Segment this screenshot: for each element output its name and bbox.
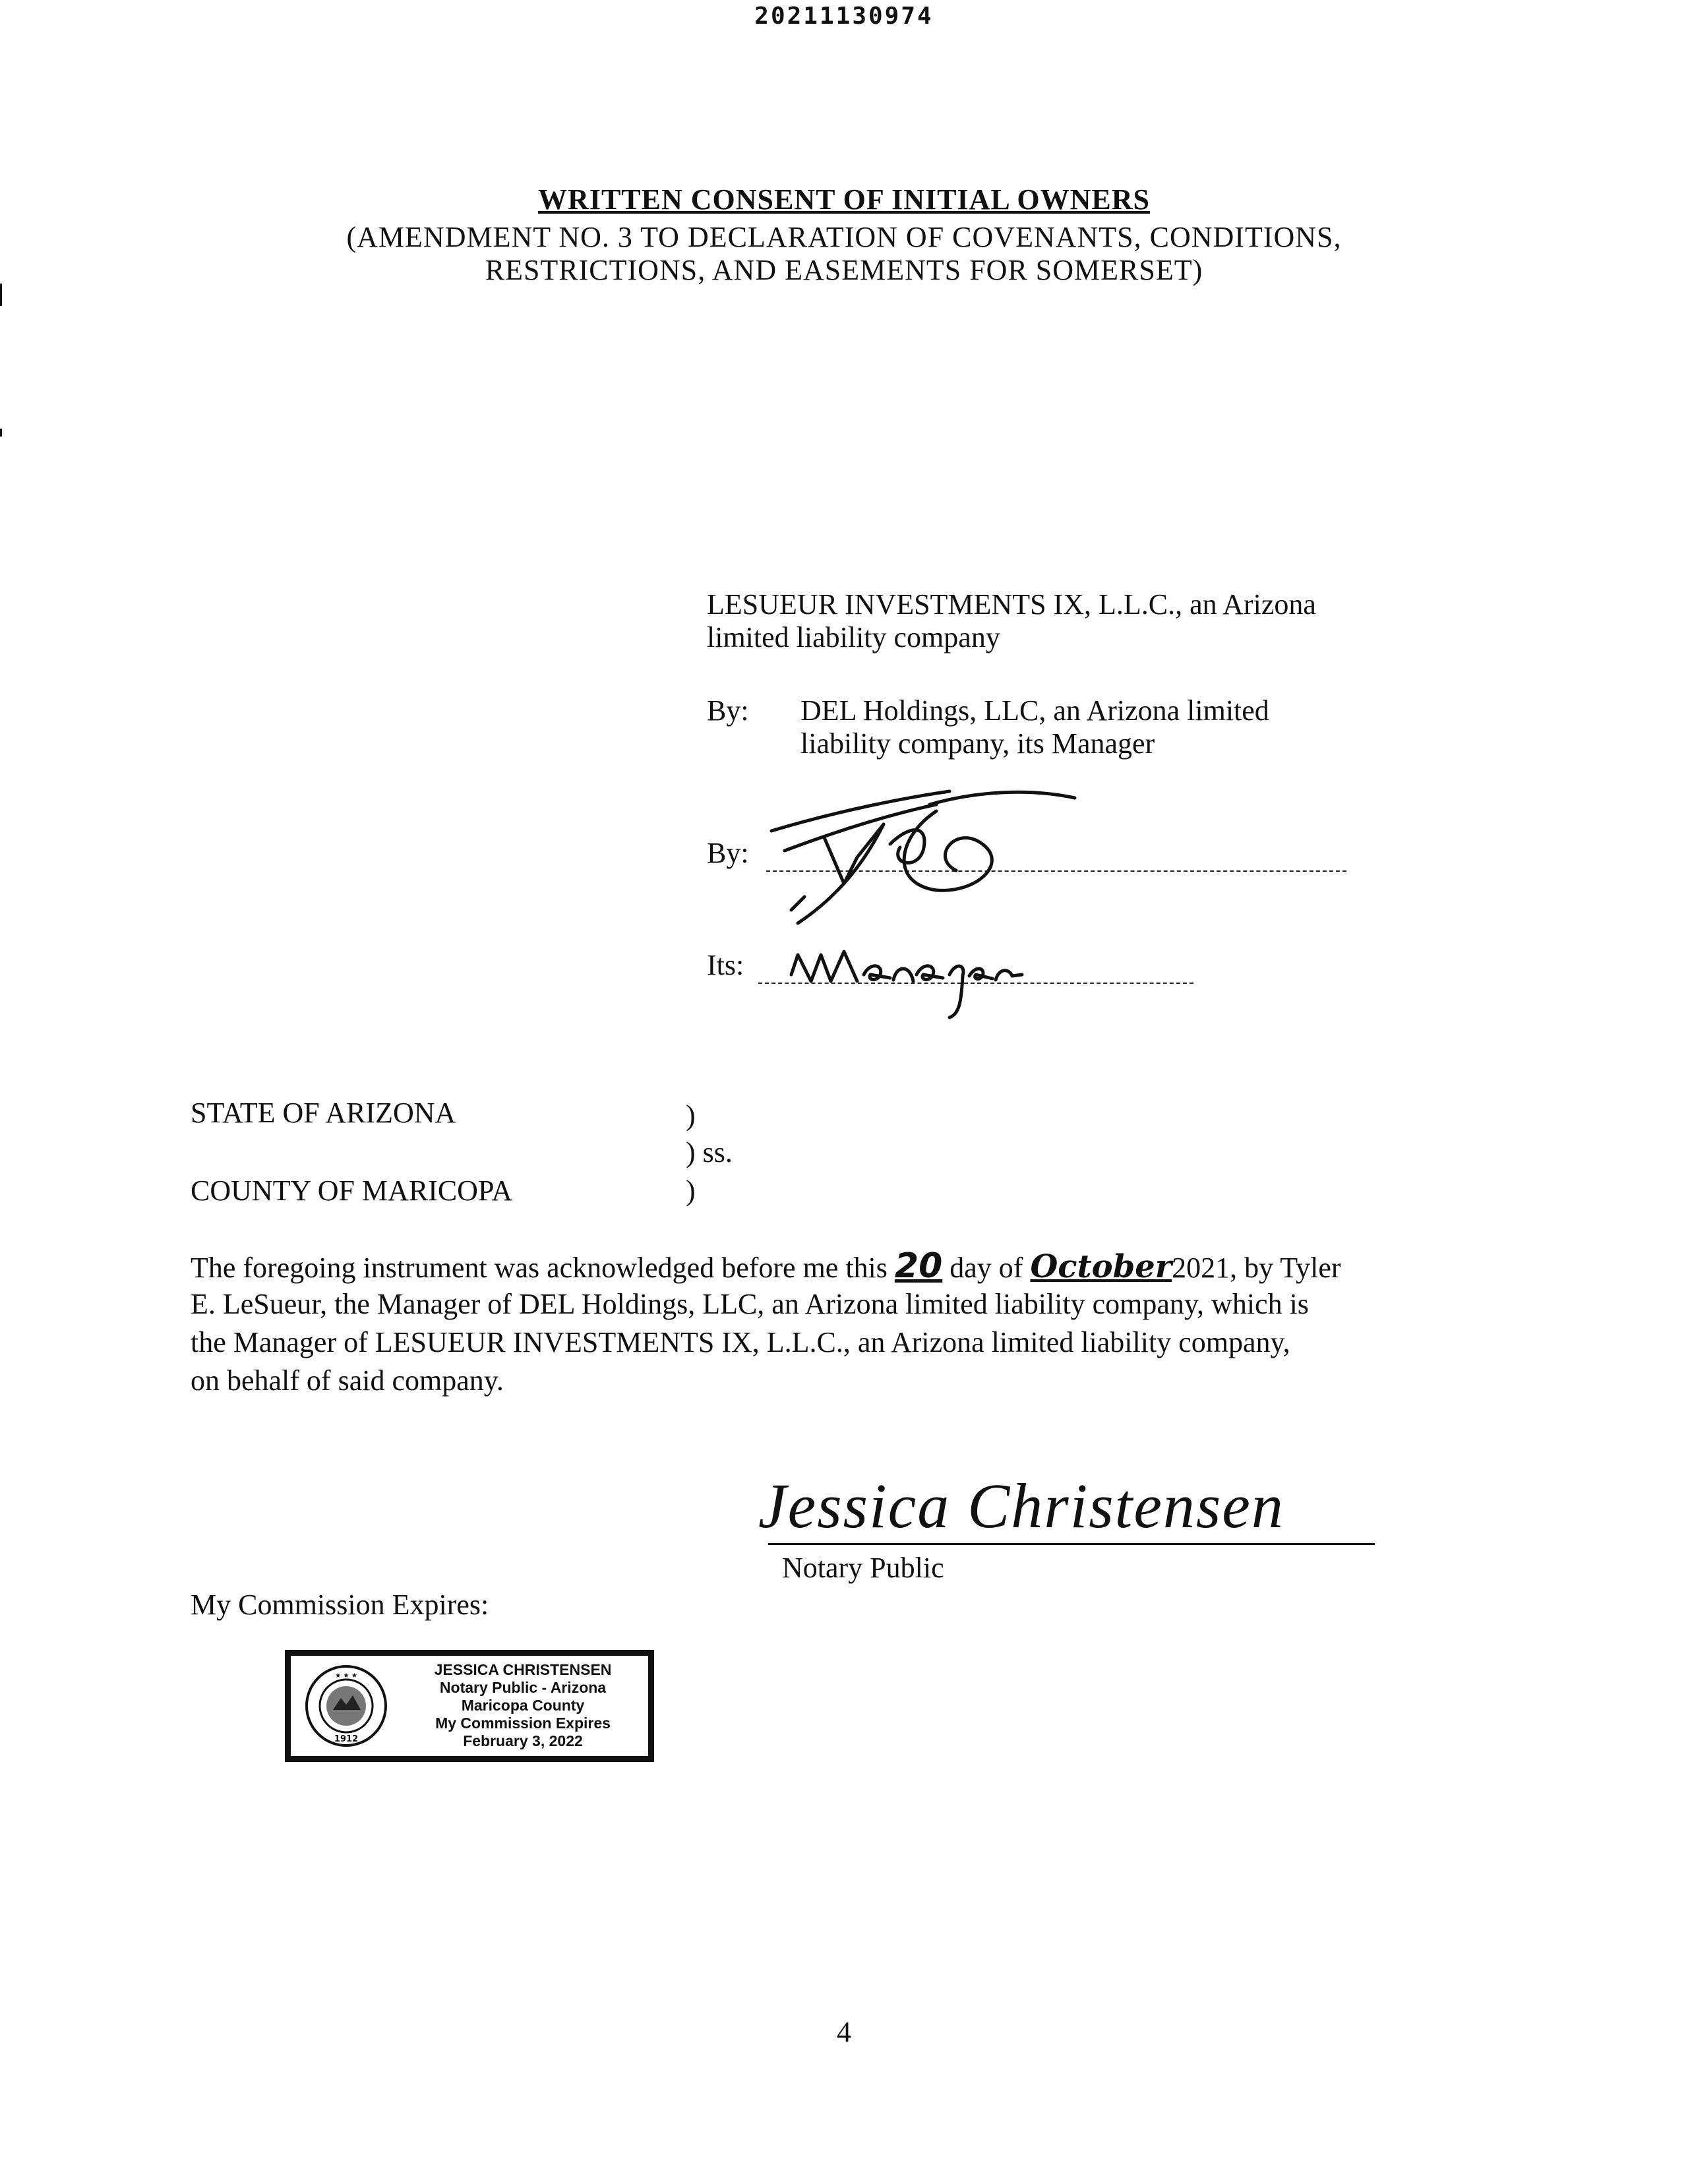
acknowledgment-text-2: day of [942,1252,1031,1284]
acknowledgment-month: October [1030,1248,1172,1285]
venue-paren-3: ) [686,1174,696,1207]
seal-year: 1912 [334,1734,359,1744]
acknowledgment-line-4: on behalf of said company. [191,1364,504,1397]
scan-margin-mark [0,429,2,437]
by-signature-label: By: [707,837,749,869]
stamp-name: JESSICA CHRISTENSEN [434,1661,612,1678]
arizona-state-seal-icon [304,1664,388,1748]
document-subtitle-line-1: (AMENDMENT NO. 3 TO DECLARATION OF COVENANTS, CONDITIONS, [346,221,1342,253]
acknowledgment-line-1 [191,1246,1341,1286]
document-title: WRITTEN CONSENT OF INITIAL OWNERS [538,183,1150,216]
stamp-expires: February 3, 2022 [463,1732,583,1749]
its-label: Its: [707,949,744,981]
stamp-county: Maricopa County [461,1697,585,1714]
acknowledgment-line-3: the Manager of LESUEUR INVESTMENTS IX, L.L.C., an Arizona limited liability company, [191,1326,1290,1358]
venue-ss: ) ss. [686,1136,733,1168]
stamp-commission: My Commission Expires [435,1714,611,1732]
acknowledgment-text-3: 2021, by Tyler [1172,1252,1341,1284]
svg-text:★ ★ ★: ★ ★ ★ [335,1672,357,1680]
recording-number: 20211130974 [754,3,934,30]
acknowledgment-text-1: The foregoing instrument was acknowledged before me this [191,1252,895,1284]
notary-signature: Jessica Christensen [758,1471,1284,1541]
document-subtitle-line-2: RESTRICTIONS, AND EASEMENTS FOR SOMERSET) [485,254,1203,286]
stamp-text [404,1661,642,1750]
manager-line-2: liability company, its Manager [800,727,1155,760]
commission-expires-label: My Commission Expires: [191,1589,489,1621]
notary-public-label: Notary Public [782,1552,944,1584]
notary-signature-line [768,1543,1375,1545]
entity-name-line-1: LESUEUR INVESTMENTS IX, L.L.C., an Arizona [707,588,1316,621]
manager-line-1: DEL Holdings, LLC, an Arizona limited [800,694,1269,727]
acknowledgment-day: 20 [894,1246,943,1286]
its-handwritten-manager [785,928,1048,1027]
acknowledgment-line-2: E. LeSueur, the Manager of DEL Holdings, LLC, an Arizona limited liability company, which is [191,1288,1309,1320]
notary-stamp [285,1650,654,1762]
entity-name-line-2: limited liability company [707,621,1000,653]
page-number: 4 [837,2016,851,2048]
manager-handwritten-signature [758,785,1101,936]
stamp-title: Notary Public - Arizona [439,1679,607,1696]
venue-county: COUNTY OF MARICOPA [191,1174,513,1207]
scan-margin-mark [0,284,2,306]
venue-state: STATE OF ARIZONA [191,1097,456,1129]
by-label: By: [707,694,749,727]
venue-paren-1: ) [686,1099,696,1132]
